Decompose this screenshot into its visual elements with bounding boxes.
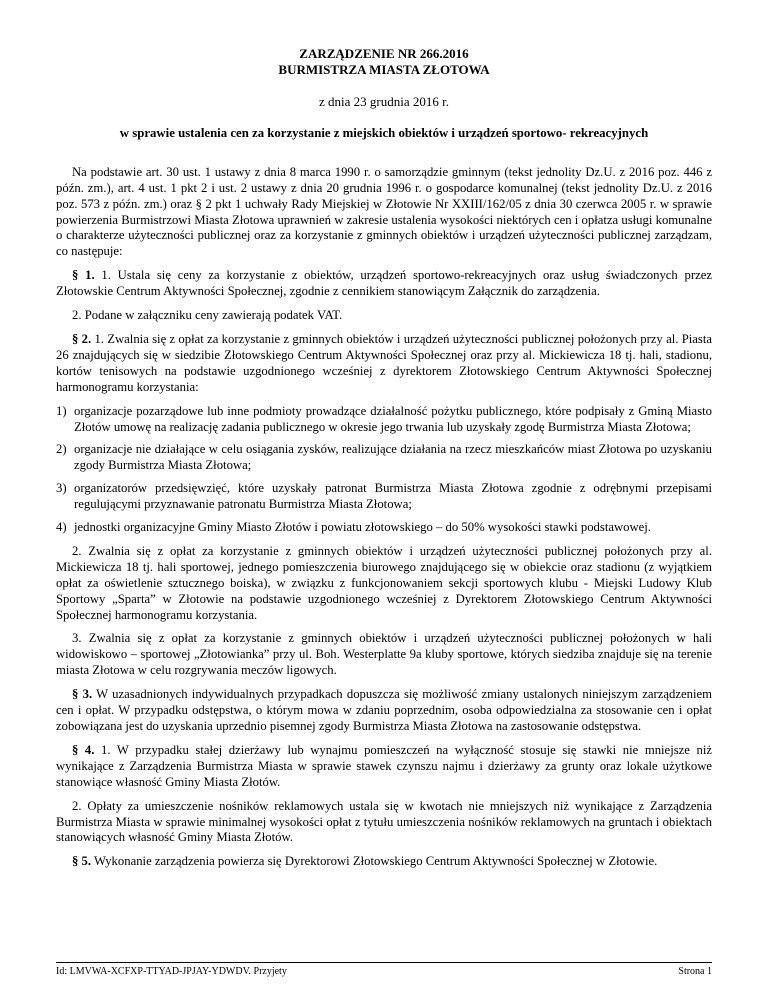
section-5-label: § 5. [72,854,92,869]
section-1-paragraph-2: 2. Podane w załączniku ceny zawierają podatek VAT. [72,308,343,323]
document-date: z dnia 23 grudnia 2016 r. [319,94,449,109]
section-3-paragraph-1 [56,687,712,735]
section-2-label: § 2. [72,331,92,346]
title-line-1: ZARZĄDZENIE NR 266.2016 [299,46,469,61]
list-item-text: organizacje nie działające w celu osiągania zysków, realizujące działania na rzecz mieszkańców miast Złotowa po uzyskaniu zgody Burmistrza Miasta Złotowa; [74,442,712,473]
list-item-number: 2) [56,442,67,457]
list-item-number: 3) [56,481,67,496]
section-3-label: § 3. [72,687,93,702]
document-body [56,46,712,870]
list-item-number: 1) [56,403,67,418]
section-1-text: 1. Ustala się ceny za korzystanie z obiektów, urządzeń sportowo-rekreacyjnych oraz usług świadczonych przez Złotowskie Centrum Aktywności Społecznej, zgodnie z cennikiem stanowiącym Załącznik do zarządzenia. [56,268,712,299]
section-4-text: 1. W przypadku stałej dzierżawy lub wynajmu pomieszczeń na wyłączność stosuje się stawki nie mniejsze niż wynikające z Zarządzenia Burmistrza Miasta w sprawie stawek czynszu najmu i dzierżawy za grunty oraz lokale użytkowe stanowiące własność Gminy Miasta Złotów. [56,742,713,789]
intro-paragraph: Na podstawie art. 30 ust. 1 ustawy z dnia 8 marca 1990 r. o samorządzie gminnym (tekst jednolity Dz.U. z 2016 poz. 446 z późn. zm.), art. 4 ust. 1 pkt 2 i ust. 2 ustawy z dnia 20 grudnia 1996 r. o gospodarce komunalnej (tekst jednolity Dz.U. z 2016 poz. 573 z późn. zm.) oraz § 2 pkt 1 uchwały Rady Miejskiej w Złotowie Nr XXIII/162/05 z dnia 30 czerwca 2005 r. w sprawie powierzenia Burmistrzowi Miasta Złotowa uprawnień w zakresie ustalenia wysokości niektórych cen i opłatza usługi komunalne o charakterze użyteczności publicznej oraz za korzystanie z gminnych obiektów i urządzeń użyteczności publicznej zarządzam, co następuje: [56,164,712,259]
title-line-2: BURMISTRZA MIASTA ZŁOTOWA [278,62,490,77]
section-1-paragraph-1 [56,268,712,300]
list-item [56,520,712,536]
document-title [56,46,712,78]
list-item [56,404,712,436]
section-2-paragraph-3: 3. Zwalnia się z opłat za korzystanie z gminnych obiektów i urządzeń użyteczności publicznej położonych w hali widowiskowo – sportowej „Złotowianka” przy ul. Boh. Westerplatte 9a kluby sportowe, których siedziba znajduje się na terenie miasta Złotowa w celu rozgrywania meczów ligowych. [56,631,712,678]
list-item [56,481,712,513]
section-5-text: Wykonanie zarządzenia powierza się Dyrektorowi Złotowskiego Centrum Aktywności Społecznej w Złotowie. [93,854,658,869]
footer-document-id: Id: LMVWA-XCFXP-TTYAD-JPJAY-YDWDV. Przyjety [56,966,287,977]
list-item-number: 4) [56,520,67,535]
footer-page-number: Strona 1 [678,966,712,977]
exemption-list [56,404,712,536]
section-5-paragraph-1 [56,854,712,870]
section-2-text: 1. Zwalnia się z opłat za korzystanie z gminnych obiektów i urządzeń użyteczności publicznej położonych przy al. Piasta 26 znajdujących się w siedzibie Złotowskiego Centrum Aktywności Społecznej oraz przy al. Mickiewicza 18 tj. hali, stadionu, kortów tenisowych na podstawie uzgodnionego wcześniej z dyrektorem Złotowskiego Centrum Aktywności Społecznej harmonogramu korzystania: [56,331,713,394]
document-subject: w sprawie ustalenia cen za korzystanie z miejskich obiektów i urządzeń sportowo- rekreacyjnych [119,125,649,140]
section-4-paragraph-1 [56,743,712,791]
section-2-paragraph-1 [56,332,712,396]
list-item-text: jednostki organizacyjne Gminy Miasto Złotów i powiatu złotowskiego – do 50% wysokości stawki podstawowej. [74,520,651,535]
list-item-text: organizatorów przedsięwzięć, które uzyskały patronat Burmistrza Miasta Złotowa zgodnie z odrębnymi przepisami regulującymi przyznawanie patronatu Burmistrza Miasta Złotowa; [74,481,712,512]
list-item-text: organizacje pozarządowe lub inne podmioty prowadzące działalność pożytku publicznego, które podpisały z Gminą Miasto Złotów umowę na realizację zadania publicznego w okresie jego trwania lub uzyskały zgodę Burmistrza Miasta Złotowa; [74,403,712,434]
section-2-paragraph-2: 2. Zwalnia się z opłat za korzystanie z gminnych obiektów i urządzeń użyteczności publicznej położonych przy al. Mickiewicza 18 tj. hali sportowej, jednego pomieszczenia biurowego znajdującego się w obiekcie oraz stadionu (z wyjątkiem opłat za oświetlenie sztucznego boiska), w związku z funkcjonowaniem sekcji sportowych klubu - Miejski Ludowy Klub Sportowy „Sparta” w Złotowie na podstawie uzgodnionego wcześniej z Dyrektorem Złotowskiego Centrum Aktywności Społecznej harmonogramu korzystania. [56,543,712,622]
list-item [56,442,712,474]
section-3-text: W uzasadnionych indywidualnych przypadkach dopuszcza się możliwość zmiany ustalonych niniejszym zarządzeniem cen i opłat. W przypadku odstępstwa, o którym mowa w zdaniu poprzednim, osoba odpowiedzialna za stosowanie cen i opłat zobowiązana jest do uzyskania uprzednio pisemnej zgody Burmistrza Miasta Złotowa na zastosowanie odstępstwa. [56,687,712,733]
section-4-label: § 4. [72,742,95,757]
section-1-label: § 1. [72,268,95,283]
section-4-paragraph-2: 2. Opłaty za umieszczenie nośników reklamowych ustala się w kwotach nie mniejszych niż wynikające z Zarządzenia Burmistrza Miasta w sprawie minimalnej wysokości opłat z tytułu umieszczenia nośników reklamowych na gruntach i obiektach stanowiących własność Gminy Miasta Złotów. [56,798,712,845]
page-footer [56,962,712,977]
